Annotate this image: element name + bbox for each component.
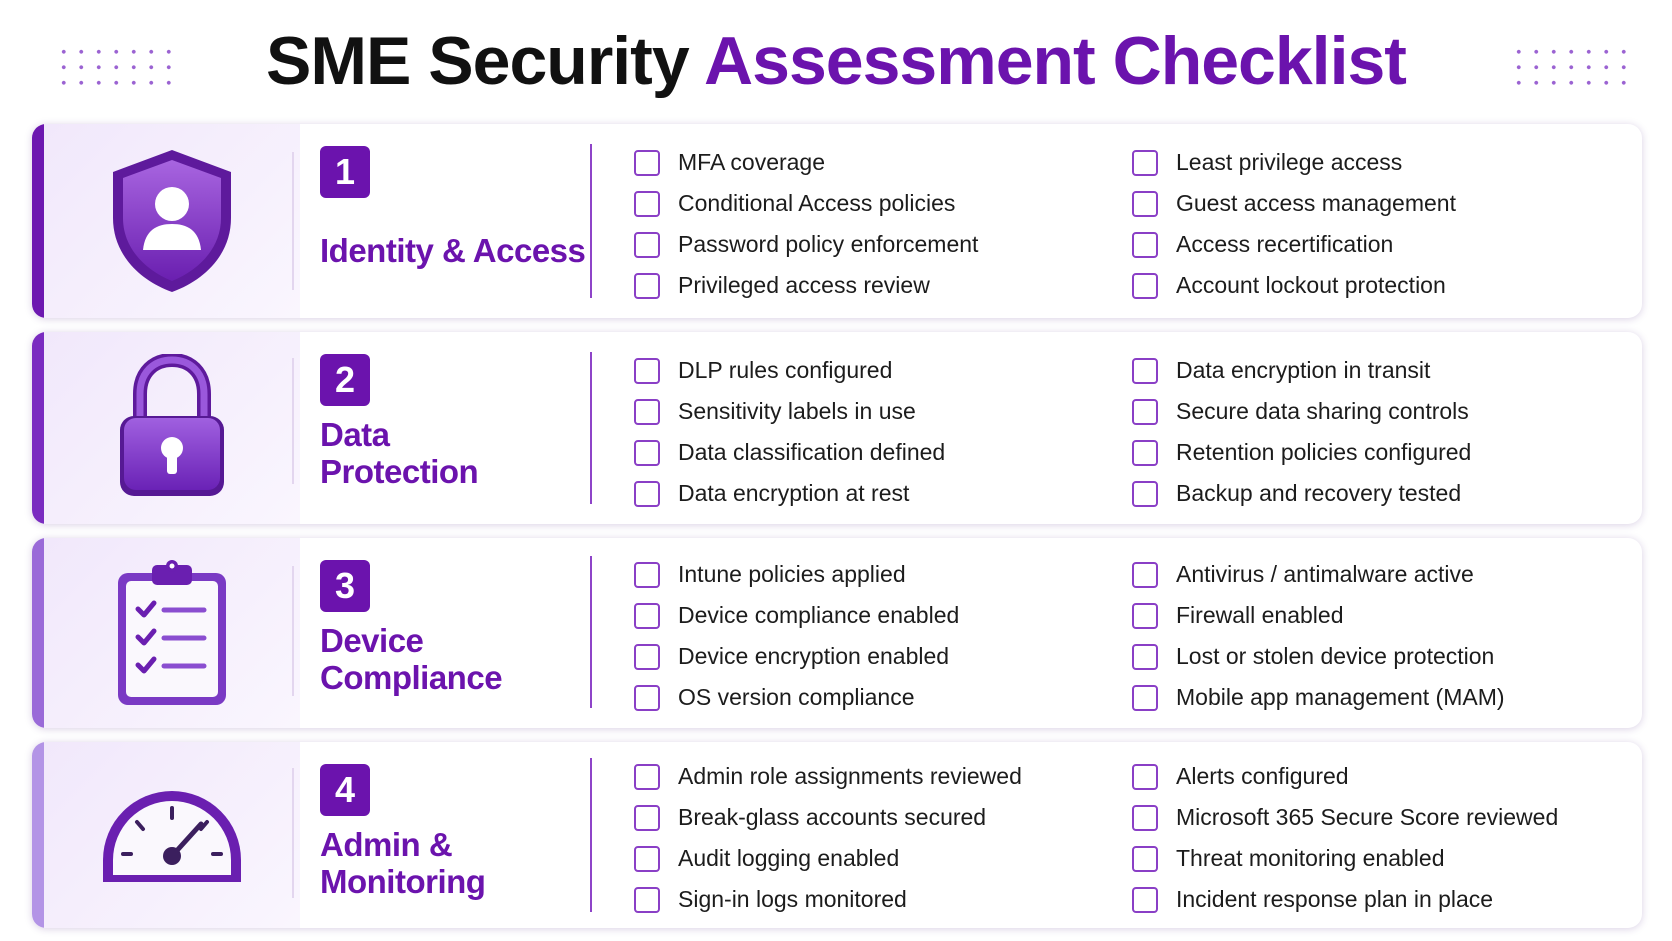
checklist-label: Data encryption in transit <box>1176 357 1431 383</box>
checklist-label: Intune policies applied <box>678 561 906 587</box>
divider <box>590 758 592 912</box>
checklist-label: Lost or stolen device protection <box>1176 643 1495 669</box>
section-title: Identity & Access <box>320 232 586 269</box>
checkbox[interactable] <box>1132 191 1158 217</box>
checkbox[interactable] <box>634 440 660 466</box>
checklist-label: Data encryption at rest <box>678 480 910 506</box>
section-data-protection <box>32 332 1642 524</box>
checklist-item <box>1132 391 1471 432</box>
checklist-left <box>634 350 945 514</box>
speedometer-gauge-icon <box>97 780 247 890</box>
checklist-item <box>634 636 959 677</box>
checklist-item <box>1132 350 1471 391</box>
checklist-label: Audit logging enabled <box>678 845 900 871</box>
checkbox[interactable] <box>634 603 660 629</box>
checklist-item <box>634 473 945 514</box>
checkbox[interactable] <box>1132 764 1158 790</box>
checklist-label: Retention policies configured <box>1176 439 1472 465</box>
checkbox[interactable] <box>634 685 660 711</box>
checklist-label: Data classification defined <box>678 439 946 465</box>
checklist-item <box>1132 142 1456 183</box>
checklist-label: Antivirus / antimalware active <box>1176 561 1474 587</box>
checklist-item <box>634 677 959 718</box>
checklist-label: Admin role assignments reviewed <box>678 763 1022 789</box>
checkbox[interactable] <box>634 273 660 299</box>
checklist-label: Microsoft 365 Secure Score reviewed <box>1176 804 1559 830</box>
checkbox[interactable] <box>1132 805 1158 831</box>
checkbox[interactable] <box>634 399 660 425</box>
checkbox[interactable] <box>1132 685 1158 711</box>
section-identity-access <box>32 124 1642 318</box>
checkbox[interactable] <box>1132 358 1158 384</box>
checkbox[interactable] <box>634 481 660 507</box>
checkbox[interactable] <box>634 150 660 176</box>
checklist-label: Least privilege access <box>1176 149 1403 175</box>
checklist-label: Secure data sharing controls <box>1176 398 1469 424</box>
checklist-label: Incident response plan in place <box>1176 886 1494 912</box>
padlock-icon <box>112 354 232 502</box>
checklist-label: OS version compliance <box>678 684 915 710</box>
checkbox[interactable] <box>1132 644 1158 670</box>
checkbox[interactable] <box>1132 603 1158 629</box>
checkbox[interactable] <box>634 191 660 217</box>
section-icon-panel <box>44 124 300 318</box>
checkbox[interactable] <box>1132 562 1158 588</box>
checkbox[interactable] <box>634 805 660 831</box>
checklist-item <box>634 391 945 432</box>
checklist-left <box>634 756 1022 920</box>
checkbox[interactable] <box>634 232 660 258</box>
divider <box>292 152 294 290</box>
divider <box>590 556 592 708</box>
checkbox[interactable] <box>1132 273 1158 299</box>
checklist-item <box>1132 432 1471 473</box>
divider <box>590 144 592 298</box>
section-device-compliance <box>32 538 1642 728</box>
dots-decoration-right <box>1510 44 1632 90</box>
checkbox[interactable] <box>1132 846 1158 872</box>
checklist-item <box>634 554 959 595</box>
checklist-label: Threat monitoring enabled <box>1176 845 1445 871</box>
section-number: 4 <box>320 764 370 816</box>
section-title: Admin & Monitoring <box>320 826 486 900</box>
checklist-label: Mobile app management (MAM) <box>1176 684 1505 710</box>
checklist-left <box>634 142 978 306</box>
section-title: Data Protection <box>320 416 479 490</box>
checklist-label: Access recertification <box>1176 231 1394 257</box>
checkbox[interactable] <box>1132 150 1158 176</box>
checklist-item <box>634 838 1022 879</box>
checkbox[interactable] <box>634 562 660 588</box>
checkbox[interactable] <box>1132 232 1158 258</box>
section-stripe <box>32 124 44 318</box>
clipboard-checklist-icon <box>114 557 230 709</box>
section-icon-panel <box>44 538 300 728</box>
checklist-item <box>634 432 945 473</box>
checklist-label: Backup and recovery tested <box>1176 480 1462 506</box>
checklist-item <box>1132 554 1505 595</box>
checklist-item <box>1132 797 1558 838</box>
checklist-label: Conditional Access policies <box>678 190 956 216</box>
checklist-item <box>1132 224 1456 265</box>
checklist-item <box>1132 677 1505 718</box>
checkbox[interactable] <box>634 846 660 872</box>
section-number: 1 <box>320 146 370 198</box>
checklist-label: MFA coverage <box>678 149 826 175</box>
checklist-item <box>634 595 959 636</box>
checkbox[interactable] <box>1132 440 1158 466</box>
checklist-right <box>1132 554 1505 718</box>
checklist-label: Device encryption enabled <box>678 643 950 669</box>
checklist-item <box>634 183 978 224</box>
checklist-right <box>1132 350 1471 514</box>
checklist-label: Firewall enabled <box>1176 602 1344 628</box>
checklist-right <box>1132 756 1558 920</box>
dots-decoration-left <box>55 44 177 90</box>
checklist-item <box>1132 879 1558 920</box>
checkbox[interactable] <box>634 764 660 790</box>
divider <box>292 768 294 898</box>
checkbox[interactable] <box>1132 481 1158 507</box>
checklist-label: Device compliance enabled <box>678 602 960 628</box>
divider <box>590 352 592 504</box>
page-title <box>0 22 1672 100</box>
checkbox[interactable] <box>634 644 660 670</box>
section-icon-panel <box>44 742 300 928</box>
checklist-label: Account lockout protection <box>1176 272 1446 298</box>
divider <box>292 566 294 696</box>
checklist-label: Password policy enforcement <box>678 231 979 257</box>
section-admin-monitoring <box>32 742 1642 928</box>
checklist-item <box>1132 183 1456 224</box>
section-icon-panel <box>44 332 300 524</box>
checkbox[interactable] <box>634 887 660 913</box>
section-number: 2 <box>320 354 370 406</box>
checklist-item <box>1132 756 1558 797</box>
title-main: SME Security <box>266 23 689 99</box>
section-title: Device Compliance <box>320 622 503 696</box>
checklist-item <box>634 350 945 391</box>
shield-user-icon <box>107 146 237 296</box>
title-accent: Assessment Checklist <box>704 23 1406 99</box>
checklist-item <box>1132 473 1471 514</box>
checklist-item <box>634 756 1022 797</box>
checklist-right <box>1132 142 1456 306</box>
section-stripe <box>32 538 44 728</box>
section-stripe <box>32 332 44 524</box>
checklist-item <box>1132 265 1456 306</box>
checkbox[interactable] <box>1132 887 1158 913</box>
checklist-item <box>634 142 978 183</box>
checklist-label: Alerts configured <box>1176 763 1349 789</box>
checklist-item <box>634 879 1022 920</box>
divider <box>292 358 294 484</box>
checklist-label: Sign-in logs monitored <box>678 886 907 912</box>
checklist-item <box>1132 636 1505 677</box>
checklist-item <box>1132 595 1505 636</box>
checklist-item <box>634 265 978 306</box>
checklist-label: DLP rules configured <box>678 357 893 383</box>
checklist-left <box>634 554 959 718</box>
checklist-label: Privileged access review <box>678 272 930 298</box>
checkbox[interactable] <box>634 358 660 384</box>
checklist-label: Guest access management <box>1176 190 1456 216</box>
checklist-label: Break-glass accounts secured <box>678 804 987 830</box>
checklist-label: Sensitivity labels in use <box>678 398 916 424</box>
checklist-item <box>634 224 978 265</box>
checklist-item <box>634 797 1022 838</box>
section-stripe <box>32 742 44 928</box>
section-number: 3 <box>320 560 370 612</box>
checklist-item <box>1132 838 1558 879</box>
checkbox[interactable] <box>1132 399 1158 425</box>
